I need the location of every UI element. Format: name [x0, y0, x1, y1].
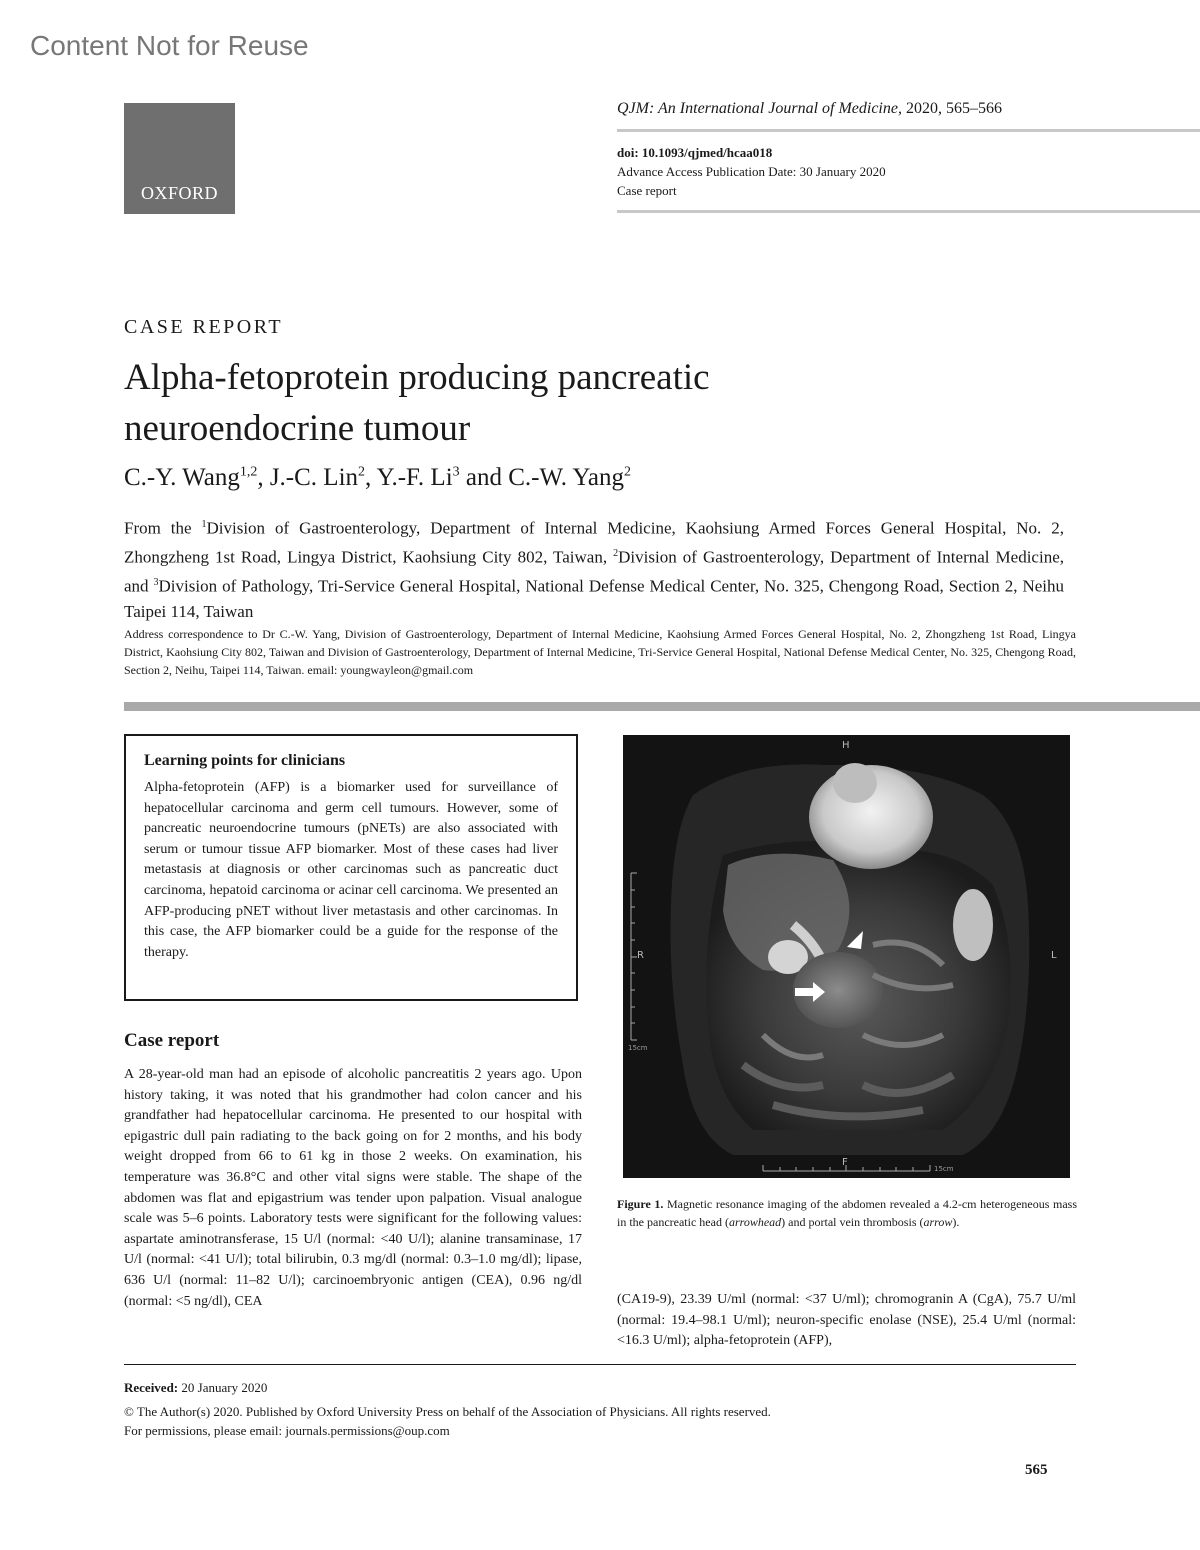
journal-name: QJM: An International Journal of Medicine, — [617, 100, 902, 117]
oxford-logo — [124, 103, 235, 214]
case-report-heading: Case report — [124, 1030, 220, 1051]
orientation-label-right: L — [1051, 950, 1057, 961]
author-list — [124, 464, 631, 492]
caption-text: Magnetic resonance imaging of the abdomen revealed a 4.2-cm heterogeneous mass in the pancreatic head ( — [617, 1197, 1077, 1229]
orientation-label-top: H — [842, 740, 850, 751]
header-rule-bottom — [617, 210, 1200, 213]
author[interactable]: C.-Y. Wang — [124, 464, 240, 491]
learning-points-box — [124, 734, 578, 1001]
author-separator: and — [459, 464, 509, 491]
affiliations — [124, 512, 1064, 625]
orientation-label-left: R — [637, 950, 644, 961]
correspondence-address: Address correspondence to Dr C.-W. Yang, Division of Gastroenterology, Department of Internal Medicine, Kaohsiung Armed Forces General Hospital, No. 2, Zhongzheng 1st Road, Lingya District, Kaohsiung City 802, Taiwan and Division of Gastroenterology, Department of Internal Medicine, Tri-Service General Hospital, National Defense Medical Center, No. 325, Chengong Road, Section 2, Neihu, Taipei 114, Taiwan. email: youngwayleon@gmail.com — [124, 627, 1076, 677]
article-title: Alpha-fetoprotein producing pancreatic neuroendocrine tumour — [124, 357, 710, 449]
author-affiliation-mark: 2 — [358, 464, 366, 480]
affiliation-text: Division of Gastroenterology, Department of Internal Medicine, and — [124, 547, 1064, 596]
affiliation-prefix: From the — [124, 518, 202, 538]
mri-image — [623, 735, 1070, 1178]
author-affiliation-mark: 1,2 — [239, 464, 258, 480]
mri-figure — [623, 735, 1070, 1178]
affiliation-mark: 2 — [613, 548, 619, 560]
learning-points-text: Alpha-fetoprotein (AFP) is a biomarker used for surveillance of hepatocellular carcinoma and germ cell tumours. However, some of pancreatic neuroendocrine tumours (pNETs) are also associated with serum or tumour tissue AFP biomarker. Most of these cases had liver metastasis at diagnosis or other carcinomas such as pancreatic duct carcinoma, hepatoid carcinoma or acinar cell carcinoma. We presented an AFP-producing pNET without liver metastasis and other carcinomas. In this case, the AFP biomarker could be a guide for the response of the therapy. — [144, 780, 558, 960]
caption-italic: arrowhead — [728, 1215, 782, 1229]
affiliation-mark: 1 — [201, 519, 207, 530]
scale-label-bottom: 15cm — [934, 1165, 954, 1173]
author-separator: , — [365, 464, 377, 491]
article-type: Case report — [617, 183, 677, 198]
advance-access-date: Advance Access Publication Date: 30 January 2020 — [617, 164, 886, 179]
caption-label: Figure 1. — [617, 1197, 664, 1211]
header-rule-top — [617, 129, 1200, 132]
orientation-label-bottom: F — [842, 1157, 848, 1168]
author[interactable]: C.-W. Yang — [508, 464, 625, 491]
caption-italic: arrow — [923, 1215, 953, 1229]
author[interactable]: Y.-F. Li — [376, 464, 453, 491]
logo-text: OXFORD — [140, 183, 218, 203]
affiliation-text: Division of Gastroenterology, Department of Internal Medicine, Kaohsiung Armed Forces General Hospital, No. 2, Zhongzheng 1st Road, Lingya District, Kaohsiung City 802, Taiwan, — [124, 518, 1065, 567]
journal-pages: 2020, 565–566 — [901, 100, 1002, 117]
caption-text: ). — [952, 1215, 960, 1229]
section-divider — [124, 702, 1200, 711]
doi[interactable]: doi: 10.1093/qjmed/hcaa018 — [617, 145, 773, 160]
body-text-right: (CA19-9), 23.39 U/ml (normal: <37 U/ml); chromogranin A (CgA), 75.7 U/ml (normal: 19.4–98.1 U/ml); neuron-specific enolase (NSE), 25.4 U/ml (normal: <16.3 U/ml); alpha-fetoprotein (AFP), — [617, 1292, 1076, 1349]
body-text-left: A 28-year-old man had an episode of alcoholic pancreatitis 2 years ago. Upon history taking, it was noted that his grandmother had colon cancer and his grandfather had hepatocellular carcinoma. He presented to our hospital with epigastric dull pain radiating to the back going on for 2 months, and his body weight dropped from 66 to 61 kg in those 2 weeks. On examination, his temperature was 36.8°C and other vital signs were stable. The shape of the abdomen was flat and epigastrium was tender upon palpation. Visual analogue scale was 5–6 points. Laboratory tests were significant for the following values: aspartate aminotransferase, 15 U/l (normal: <40 U/l); alanine transaminase, 17 U/l (normal: <41 U/l); total bilirubin, 0.3 mg/dl (normal: 0.3–1.0 mg/dl); lipase, 636 U/l (normal: 11–82 U/l); carcinoembryonic antigen (CEA), 0.96 ng/dl (normal: <5 ng/dl), CEA — [124, 1067, 582, 1309]
spleen — [953, 889, 993, 961]
footer-rule — [124, 1364, 1076, 1365]
copyright-notice: © The Author(s) 2020. Published by Oxford University Press on behalf of the Association of Physicians. All rights reserved. — [124, 1404, 771, 1419]
scale-label-left: 15cm — [628, 1044, 648, 1052]
aorta-arch — [833, 763, 877, 803]
author[interactable]: J.-C. Lin — [269, 464, 359, 491]
author-affiliation-mark: 2 — [624, 464, 632, 480]
figure-caption — [617, 1195, 1077, 1231]
permissions-notice[interactable]: For permissions, please email: journals.permissions@oup.com — [124, 1423, 450, 1438]
received-label: Received: — [124, 1380, 179, 1395]
watermark: Content Not for Reuse — [30, 30, 309, 61]
section-label: CASE REPORT — [124, 316, 284, 338]
received-value: 20 January 2020 — [178, 1380, 268, 1395]
journal-citation — [617, 100, 1002, 118]
affiliation-mark: 3 — [153, 577, 159, 589]
caption-text: ) and portal vein thrombosis ( — [781, 1215, 924, 1229]
author-separator: , — [257, 464, 270, 491]
learning-points-title: Learning points for clinicians — [144, 752, 346, 769]
page-number: 565 — [1025, 1462, 1048, 1478]
author-affiliation-mark: 3 — [452, 464, 460, 480]
affiliation-text: Division of Pathology, Tri-Service General Hospital, National Defense Medical Center, No. 325, Chengong Road, Section 2, Neihu Taipei 114, Taiwan — [124, 576, 1064, 622]
received-date — [124, 1380, 267, 1396]
